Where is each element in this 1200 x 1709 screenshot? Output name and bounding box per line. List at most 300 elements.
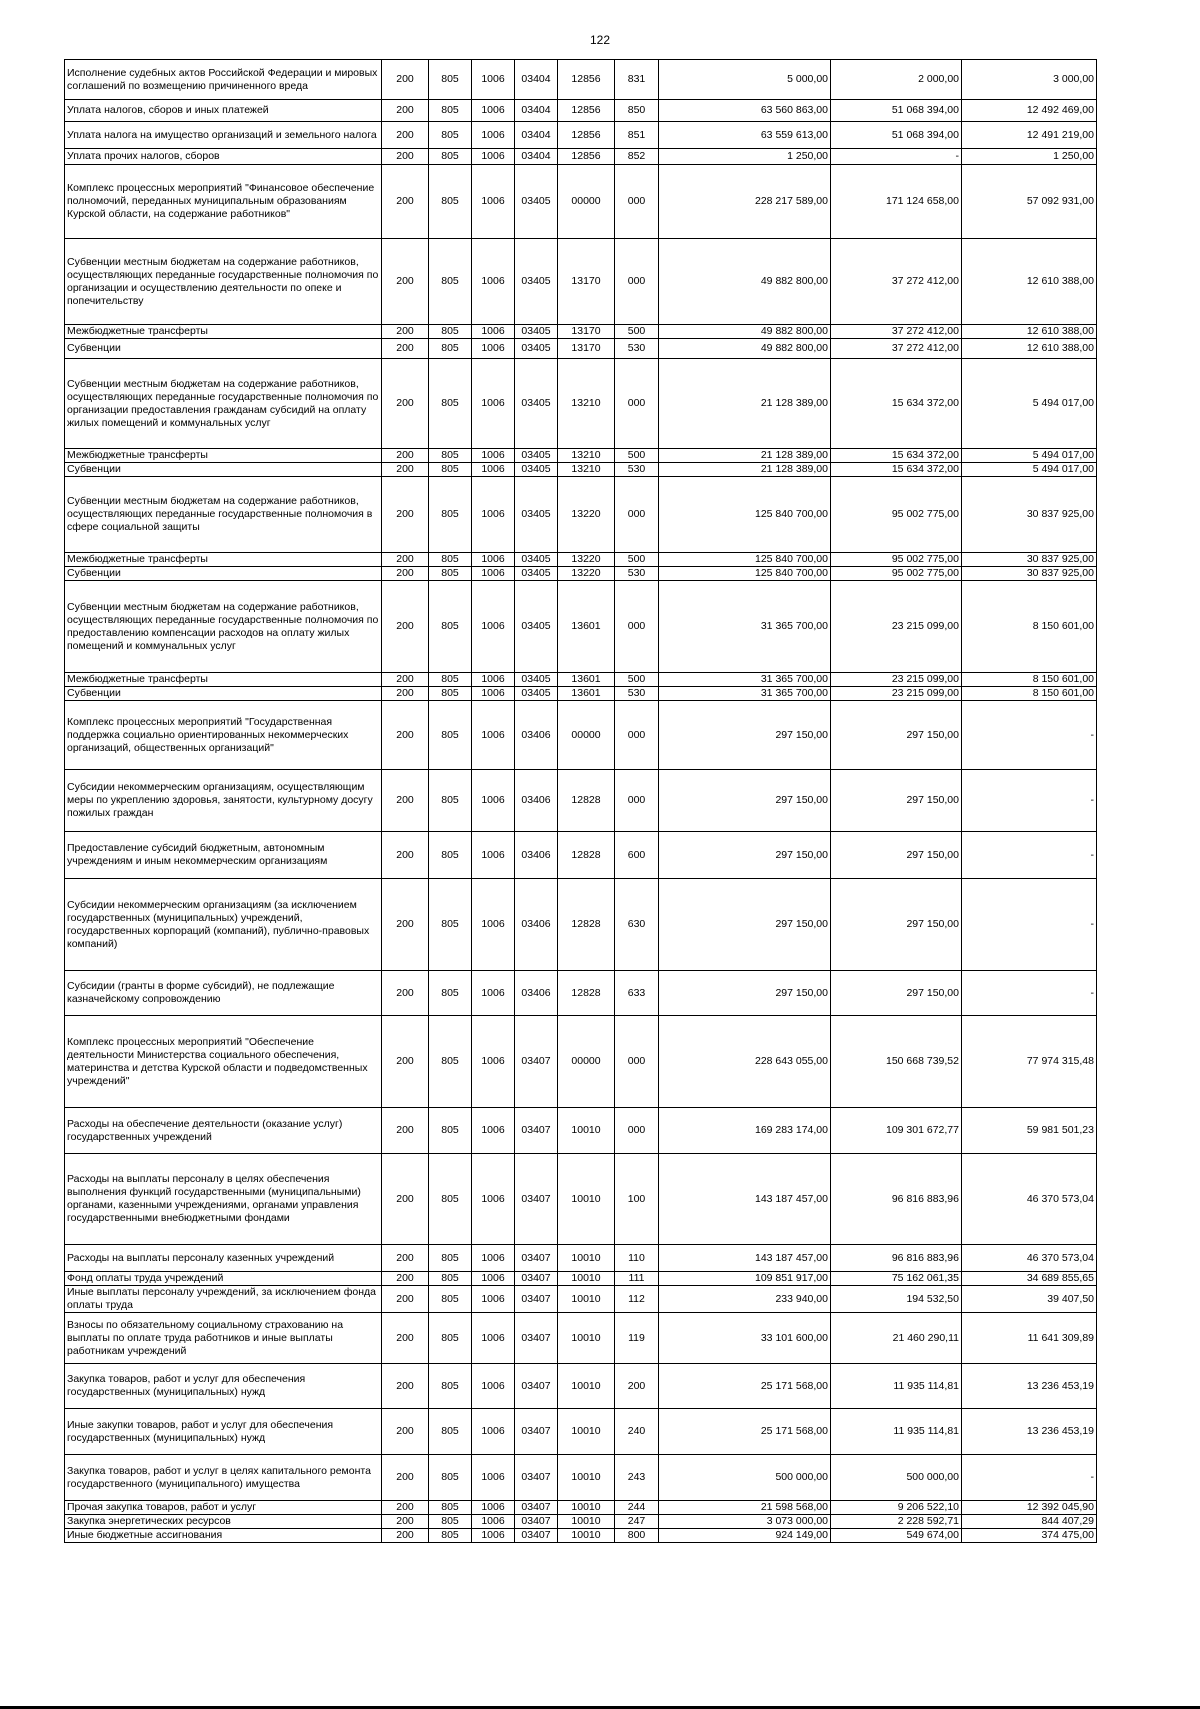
code-program: 03407 bbox=[515, 1286, 558, 1313]
amount-remaining: 57 092 931,00 bbox=[962, 165, 1097, 239]
table-row bbox=[65, 1108, 1097, 1154]
code-section: 805 bbox=[429, 463, 472, 477]
amount-remaining: 30 837 925,00 bbox=[962, 477, 1097, 553]
amount-executed: 23 215 099,00 bbox=[831, 673, 962, 687]
code-section: 805 bbox=[429, 100, 472, 122]
code-section: 805 bbox=[429, 687, 472, 701]
code-chapter: 200 bbox=[382, 770, 429, 832]
code-program: 03406 bbox=[515, 701, 558, 770]
table-row bbox=[65, 149, 1097, 165]
table-row bbox=[65, 687, 1097, 701]
amount-executed: 297 150,00 bbox=[831, 832, 962, 879]
code-subsection: 1006 bbox=[472, 1529, 515, 1543]
code-chapter: 200 bbox=[382, 1016, 429, 1108]
code-direction: 12828 bbox=[558, 971, 615, 1016]
code-direction: 13210 bbox=[558, 449, 615, 463]
code-chapter: 200 bbox=[382, 325, 429, 339]
code-subsection: 1006 bbox=[472, 553, 515, 567]
code-section: 805 bbox=[429, 673, 472, 687]
code-direction: 10010 bbox=[558, 1245, 615, 1272]
code-program: 03405 bbox=[515, 239, 558, 325]
table-row bbox=[65, 1016, 1097, 1108]
code-section: 805 bbox=[429, 339, 472, 359]
amount-remaining: - bbox=[962, 701, 1097, 770]
row-name: Межбюджетные трансферты bbox=[65, 449, 382, 463]
row-name: Субвенции местным бюджетам на содержание работников, осуществляющих переданные государственные полномочия по организации и осуществлению деятельности по опеке и попечительству bbox=[65, 239, 382, 325]
code-expense-type: 500 bbox=[615, 553, 659, 567]
amount-remaining: 46 370 573,04 bbox=[962, 1245, 1097, 1272]
code-section: 805 bbox=[429, 325, 472, 339]
amount-planned: 500 000,00 bbox=[659, 1455, 831, 1501]
row-name: Субвенции местным бюджетам на содержание работников, осуществляющих переданные государственные полномочия по организации предоставления гражданам субсидий на оплату жилых помещений и коммунальных услуг bbox=[65, 359, 382, 449]
code-chapter: 200 bbox=[382, 1286, 429, 1313]
amount-executed: 95 002 775,00 bbox=[831, 553, 962, 567]
amount-remaining: 11 641 309,89 bbox=[962, 1313, 1097, 1364]
code-chapter: 200 bbox=[382, 1245, 429, 1272]
row-name: Расходы на выплаты персоналу в целях обеспечения выполнения функций государственными (муниципальными) органами, казенными учреждениями, органами управления государственными внебюджетными фондами bbox=[65, 1154, 382, 1245]
code-direction: 10010 bbox=[558, 1364, 615, 1409]
amount-planned: 31 365 700,00 bbox=[659, 581, 831, 673]
row-name: Субвенции bbox=[65, 339, 382, 359]
code-subsection: 1006 bbox=[472, 1154, 515, 1245]
amount-executed: 297 150,00 bbox=[831, 971, 962, 1016]
code-section: 805 bbox=[429, 1313, 472, 1364]
amount-remaining: - bbox=[962, 1455, 1097, 1501]
code-program: 03405 bbox=[515, 339, 558, 359]
amount-executed: 75 162 061,35 bbox=[831, 1272, 962, 1286]
code-chapter: 200 bbox=[382, 1154, 429, 1245]
code-section: 805 bbox=[429, 1108, 472, 1154]
code-direction: 00000 bbox=[558, 165, 615, 239]
code-subsection: 1006 bbox=[472, 1016, 515, 1108]
code-direction: 10010 bbox=[558, 1515, 615, 1529]
amount-remaining: - bbox=[962, 879, 1097, 971]
code-expense-type: 530 bbox=[615, 463, 659, 477]
code-subsection: 1006 bbox=[472, 60, 515, 100]
code-program: 03405 bbox=[515, 553, 558, 567]
code-chapter: 200 bbox=[382, 1364, 429, 1409]
amount-planned: 109 851 917,00 bbox=[659, 1272, 831, 1286]
code-subsection: 1006 bbox=[472, 701, 515, 770]
row-name: Субвенции местным бюджетам на содержание работников, осуществляющих переданные государственные полномочия в сфере социальной защиты bbox=[65, 477, 382, 553]
code-chapter: 200 bbox=[382, 832, 429, 879]
code-program: 03407 bbox=[515, 1245, 558, 1272]
code-section: 805 bbox=[429, 553, 472, 567]
code-program: 03407 bbox=[515, 1515, 558, 1529]
table-row bbox=[65, 1455, 1097, 1501]
code-program: 03406 bbox=[515, 770, 558, 832]
code-expense-type: 530 bbox=[615, 687, 659, 701]
table-row bbox=[65, 770, 1097, 832]
code-expense-type: 110 bbox=[615, 1245, 659, 1272]
code-section: 805 bbox=[429, 359, 472, 449]
code-subsection: 1006 bbox=[472, 567, 515, 581]
code-expense-type: 000 bbox=[615, 581, 659, 673]
amount-planned: 63 559 613,00 bbox=[659, 122, 831, 149]
amount-executed: - bbox=[831, 149, 962, 165]
amount-executed: 51 068 394,00 bbox=[831, 122, 962, 149]
code-chapter: 200 bbox=[382, 701, 429, 770]
code-chapter: 200 bbox=[382, 687, 429, 701]
code-expense-type: 852 bbox=[615, 149, 659, 165]
row-name: Фонд оплаты труда учреждений bbox=[65, 1272, 382, 1286]
row-name: Расходы на обеспечение деятельности (оказание услуг) государственных учреждений bbox=[65, 1108, 382, 1154]
code-direction: 13170 bbox=[558, 239, 615, 325]
amount-executed: 500 000,00 bbox=[831, 1455, 962, 1501]
amount-planned: 169 283 174,00 bbox=[659, 1108, 831, 1154]
amount-remaining: 59 981 501,23 bbox=[962, 1108, 1097, 1154]
row-name: Уплата прочих налогов, сборов bbox=[65, 149, 382, 165]
table-row bbox=[65, 60, 1097, 100]
amount-executed: 297 150,00 bbox=[831, 701, 962, 770]
code-direction: 10010 bbox=[558, 1313, 615, 1364]
amount-executed: 9 206 522,10 bbox=[831, 1501, 962, 1515]
code-section: 805 bbox=[429, 1272, 472, 1286]
code-program: 03405 bbox=[515, 581, 558, 673]
code-program: 03406 bbox=[515, 879, 558, 971]
amount-executed: 2 228 592,71 bbox=[831, 1515, 962, 1529]
row-name: Межбюджетные трансферты bbox=[65, 553, 382, 567]
code-program: 03405 bbox=[515, 449, 558, 463]
budget-table bbox=[64, 59, 1097, 1543]
code-program: 03405 bbox=[515, 477, 558, 553]
amount-executed: 297 150,00 bbox=[831, 879, 962, 971]
code-subsection: 1006 bbox=[472, 1313, 515, 1364]
code-direction: 10010 bbox=[558, 1272, 615, 1286]
amount-executed: 37 272 412,00 bbox=[831, 339, 962, 359]
code-expense-type: 000 bbox=[615, 770, 659, 832]
amount-planned: 143 187 457,00 bbox=[659, 1154, 831, 1245]
code-direction: 13170 bbox=[558, 339, 615, 359]
amount-executed: 171 124 658,00 bbox=[831, 165, 962, 239]
amount-planned: 125 840 700,00 bbox=[659, 477, 831, 553]
code-direction: 12856 bbox=[558, 60, 615, 100]
code-section: 805 bbox=[429, 1409, 472, 1455]
row-name: Уплата налога на имущество организаций и земельного налога bbox=[65, 122, 382, 149]
amount-remaining: 77 974 315,48 bbox=[962, 1016, 1097, 1108]
amount-executed: 95 002 775,00 bbox=[831, 567, 962, 581]
row-name: Субсидии некоммерческим организациям, осуществляющим меры по укреплению здоровья, занятости, культурному досугу пожилых граждан bbox=[65, 770, 382, 832]
code-direction: 13601 bbox=[558, 673, 615, 687]
amount-planned: 228 643 055,00 bbox=[659, 1016, 831, 1108]
amount-executed: 194 532,50 bbox=[831, 1286, 962, 1313]
code-section: 805 bbox=[429, 1501, 472, 1515]
amount-planned: 25 171 568,00 bbox=[659, 1364, 831, 1409]
amount-remaining: 39 407,50 bbox=[962, 1286, 1097, 1313]
code-expense-type: 244 bbox=[615, 1501, 659, 1515]
code-expense-type: 240 bbox=[615, 1409, 659, 1455]
code-direction: 10010 bbox=[558, 1501, 615, 1515]
row-name: Субвенции bbox=[65, 463, 382, 477]
amount-executed: 11 935 114,81 bbox=[831, 1409, 962, 1455]
code-chapter: 200 bbox=[382, 1529, 429, 1543]
code-section: 805 bbox=[429, 1286, 472, 1313]
table-row bbox=[65, 832, 1097, 879]
code-section: 805 bbox=[429, 567, 472, 581]
amount-executed: 23 215 099,00 bbox=[831, 687, 962, 701]
code-chapter: 200 bbox=[382, 449, 429, 463]
table-row bbox=[65, 701, 1097, 770]
row-name: Расходы на выплаты персоналу казенных учреждений bbox=[65, 1245, 382, 1272]
table-row bbox=[65, 1515, 1097, 1529]
code-program: 03407 bbox=[515, 1501, 558, 1515]
code-section: 805 bbox=[429, 1515, 472, 1529]
code-direction: 10010 bbox=[558, 1529, 615, 1543]
code-direction: 10010 bbox=[558, 1108, 615, 1154]
amount-planned: 125 840 700,00 bbox=[659, 567, 831, 581]
row-name: Субсидии некоммерческим организациям (за исключением государственных (муниципальных) учреждений, государственных корпораций (компаний), публично-правовых компаний) bbox=[65, 879, 382, 971]
row-name: Субвенции местным бюджетам на содержание работников, осуществляющих переданные государственные полномочия по предоставлению компенсации расходов на оплату жилых помещений и коммунальных услуг bbox=[65, 581, 382, 673]
table-row bbox=[65, 100, 1097, 122]
amount-planned: 21 128 389,00 bbox=[659, 463, 831, 477]
amount-remaining: 5 494 017,00 bbox=[962, 449, 1097, 463]
amount-planned: 924 149,00 bbox=[659, 1529, 831, 1543]
code-program: 03407 bbox=[515, 1272, 558, 1286]
code-direction: 10010 bbox=[558, 1154, 615, 1245]
amount-remaining: 5 494 017,00 bbox=[962, 359, 1097, 449]
row-name: Комплекс процессных мероприятий "Финансовое обеспечение полномочий, переданных муниципальным образованиям Курской области, на содержание работников" bbox=[65, 165, 382, 239]
code-expense-type: 112 bbox=[615, 1286, 659, 1313]
row-name: Комплекс процессных мероприятий "Государственная поддержка социально ориентированных некоммерческих организаций, общественных организаций" bbox=[65, 701, 382, 770]
code-section: 805 bbox=[429, 449, 472, 463]
table-row bbox=[65, 1364, 1097, 1409]
code-expense-type: 633 bbox=[615, 971, 659, 1016]
code-program: 03407 bbox=[515, 1313, 558, 1364]
amount-planned: 1 250,00 bbox=[659, 149, 831, 165]
code-section: 805 bbox=[429, 1245, 472, 1272]
code-direction: 10010 bbox=[558, 1286, 615, 1313]
code-section: 805 bbox=[429, 122, 472, 149]
table-row bbox=[65, 553, 1097, 567]
amount-remaining: 12 492 469,00 bbox=[962, 100, 1097, 122]
amount-remaining: - bbox=[962, 832, 1097, 879]
code-subsection: 1006 bbox=[472, 122, 515, 149]
code-subsection: 1006 bbox=[472, 449, 515, 463]
code-program: 03407 bbox=[515, 1455, 558, 1501]
code-section: 805 bbox=[429, 477, 472, 553]
table-row bbox=[65, 1154, 1097, 1245]
code-chapter: 200 bbox=[382, 581, 429, 673]
table-row bbox=[65, 879, 1097, 971]
amount-remaining: 8 150 601,00 bbox=[962, 581, 1097, 673]
code-subsection: 1006 bbox=[472, 673, 515, 687]
code-expense-type: 000 bbox=[615, 1108, 659, 1154]
table-body bbox=[65, 60, 1097, 1543]
amount-planned: 21 128 389,00 bbox=[659, 449, 831, 463]
row-name: Субвенции bbox=[65, 567, 382, 581]
code-expense-type: 247 bbox=[615, 1515, 659, 1529]
table-row bbox=[65, 1501, 1097, 1515]
code-subsection: 1006 bbox=[472, 239, 515, 325]
code-program: 03407 bbox=[515, 1108, 558, 1154]
row-name: Уплата налогов, сборов и иных платежей bbox=[65, 100, 382, 122]
amount-executed: 96 816 883,96 bbox=[831, 1245, 962, 1272]
code-chapter: 200 bbox=[382, 149, 429, 165]
code-direction: 13170 bbox=[558, 325, 615, 339]
row-name: Межбюджетные трансферты bbox=[65, 673, 382, 687]
code-expense-type: 000 bbox=[615, 165, 659, 239]
amount-planned: 5 000,00 bbox=[659, 60, 831, 100]
amount-remaining: 8 150 601,00 bbox=[962, 687, 1097, 701]
table-row bbox=[65, 339, 1097, 359]
amount-remaining: 13 236 453,19 bbox=[962, 1364, 1097, 1409]
table-row bbox=[65, 1286, 1097, 1313]
code-subsection: 1006 bbox=[472, 879, 515, 971]
amount-executed: 37 272 412,00 bbox=[831, 325, 962, 339]
amount-remaining: 12 610 388,00 bbox=[962, 239, 1097, 325]
amount-executed: 21 460 290,11 bbox=[831, 1313, 962, 1364]
amount-remaining: 12 610 388,00 bbox=[962, 325, 1097, 339]
code-chapter: 200 bbox=[382, 567, 429, 581]
code-subsection: 1006 bbox=[472, 325, 515, 339]
amount-remaining: 34 689 855,65 bbox=[962, 1272, 1097, 1286]
code-subsection: 1006 bbox=[472, 832, 515, 879]
amount-planned: 297 150,00 bbox=[659, 701, 831, 770]
code-program: 03406 bbox=[515, 832, 558, 879]
amount-executed: 15 634 372,00 bbox=[831, 463, 962, 477]
code-expense-type: 243 bbox=[615, 1455, 659, 1501]
amount-executed: 23 215 099,00 bbox=[831, 581, 962, 673]
code-direction: 10010 bbox=[558, 1409, 615, 1455]
amount-remaining: - bbox=[962, 770, 1097, 832]
row-name: Предоставление субсидий бюджетным, автономным учреждениям и иным некоммерческим организациям bbox=[65, 832, 382, 879]
amount-planned: 63 560 863,00 bbox=[659, 100, 831, 122]
amount-remaining: 12 491 219,00 bbox=[962, 122, 1097, 149]
amount-remaining: 1 250,00 bbox=[962, 149, 1097, 165]
code-expense-type: 000 bbox=[615, 701, 659, 770]
code-direction: 10010 bbox=[558, 1455, 615, 1501]
amount-executed: 15 634 372,00 bbox=[831, 359, 962, 449]
code-program: 03405 bbox=[515, 463, 558, 477]
code-direction: 13220 bbox=[558, 477, 615, 553]
amount-executed: 95 002 775,00 bbox=[831, 477, 962, 553]
code-subsection: 1006 bbox=[472, 1409, 515, 1455]
row-name: Взносы по обязательному социальному страхованию на выплаты по оплате труда работников и иные выплаты работникам учреждений bbox=[65, 1313, 382, 1364]
amount-planned: 3 073 000,00 bbox=[659, 1515, 831, 1529]
amount-executed: 37 272 412,00 bbox=[831, 239, 962, 325]
code-chapter: 200 bbox=[382, 1313, 429, 1364]
code-chapter: 200 bbox=[382, 553, 429, 567]
code-subsection: 1006 bbox=[472, 1245, 515, 1272]
table-row bbox=[65, 1245, 1097, 1272]
code-program: 03404 bbox=[515, 149, 558, 165]
code-expense-type: 850 bbox=[615, 100, 659, 122]
code-program: 03407 bbox=[515, 1529, 558, 1543]
code-direction: 13210 bbox=[558, 463, 615, 477]
amount-remaining: 30 837 925,00 bbox=[962, 553, 1097, 567]
code-section: 805 bbox=[429, 1364, 472, 1409]
code-subsection: 1006 bbox=[472, 581, 515, 673]
code-section: 805 bbox=[429, 1529, 472, 1543]
code-expense-type: 851 bbox=[615, 122, 659, 149]
amount-planned: 297 150,00 bbox=[659, 832, 831, 879]
code-chapter: 200 bbox=[382, 1515, 429, 1529]
code-subsection: 1006 bbox=[472, 149, 515, 165]
code-section: 805 bbox=[429, 1455, 472, 1501]
code-program: 03407 bbox=[515, 1154, 558, 1245]
code-direction: 12856 bbox=[558, 122, 615, 149]
code-expense-type: 119 bbox=[615, 1313, 659, 1364]
code-subsection: 1006 bbox=[472, 100, 515, 122]
row-name: Субсидии (гранты в форме субсидий), не подлежащие казначейскому сопровождению bbox=[65, 971, 382, 1016]
row-name: Прочая закупка товаров, работ и услуг bbox=[65, 1501, 382, 1515]
code-subsection: 1006 bbox=[472, 165, 515, 239]
amount-planned: 21 128 389,00 bbox=[659, 359, 831, 449]
code-chapter: 200 bbox=[382, 1409, 429, 1455]
code-expense-type: 500 bbox=[615, 325, 659, 339]
code-expense-type: 100 bbox=[615, 1154, 659, 1245]
amount-remaining: 12 392 045,90 bbox=[962, 1501, 1097, 1515]
code-expense-type: 831 bbox=[615, 60, 659, 100]
code-subsection: 1006 bbox=[472, 971, 515, 1016]
code-section: 805 bbox=[429, 701, 472, 770]
code-chapter: 200 bbox=[382, 1455, 429, 1501]
table-row bbox=[65, 359, 1097, 449]
row-name: Межбюджетные трансферты bbox=[65, 325, 382, 339]
amount-remaining: 8 150 601,00 bbox=[962, 673, 1097, 687]
code-subsection: 1006 bbox=[472, 1108, 515, 1154]
code-chapter: 200 bbox=[382, 673, 429, 687]
code-chapter: 200 bbox=[382, 165, 429, 239]
amount-planned: 31 365 700,00 bbox=[659, 687, 831, 701]
code-chapter: 200 bbox=[382, 1108, 429, 1154]
table-row bbox=[65, 581, 1097, 673]
code-program: 03404 bbox=[515, 100, 558, 122]
code-direction: 00000 bbox=[558, 1016, 615, 1108]
table-row bbox=[65, 463, 1097, 477]
row-name: Комплекс процессных мероприятий "Обеспечение деятельности Министерства социального обеспечения, материнства и детства Курской области и подведомственных учреждений" bbox=[65, 1016, 382, 1108]
code-direction: 13210 bbox=[558, 359, 615, 449]
code-chapter: 200 bbox=[382, 477, 429, 553]
row-name: Иные закупки товаров, работ и услуг для обеспечения государственных (муниципальных) нужд bbox=[65, 1409, 382, 1455]
code-section: 805 bbox=[429, 239, 472, 325]
amount-remaining: 13 236 453,19 bbox=[962, 1409, 1097, 1455]
amount-remaining: 844 407,29 bbox=[962, 1515, 1097, 1529]
code-program: 03404 bbox=[515, 122, 558, 149]
table-row bbox=[65, 122, 1097, 149]
code-direction: 13601 bbox=[558, 581, 615, 673]
table-row bbox=[65, 449, 1097, 463]
code-direction: 12828 bbox=[558, 879, 615, 971]
code-subsection: 1006 bbox=[472, 687, 515, 701]
code-chapter: 200 bbox=[382, 239, 429, 325]
amount-executed: 51 068 394,00 bbox=[831, 100, 962, 122]
amount-executed: 549 674,00 bbox=[831, 1529, 962, 1543]
code-direction: 00000 bbox=[558, 701, 615, 770]
amount-planned: 228 217 589,00 bbox=[659, 165, 831, 239]
code-chapter: 200 bbox=[382, 971, 429, 1016]
table-row bbox=[65, 1313, 1097, 1364]
code-direction: 12856 bbox=[558, 100, 615, 122]
table-row bbox=[65, 567, 1097, 581]
amount-planned: 25 171 568,00 bbox=[659, 1409, 831, 1455]
row-name: Субвенции bbox=[65, 687, 382, 701]
amount-planned: 31 365 700,00 bbox=[659, 673, 831, 687]
code-chapter: 200 bbox=[382, 1501, 429, 1515]
code-chapter: 200 bbox=[382, 1272, 429, 1286]
code-section: 805 bbox=[429, 971, 472, 1016]
code-direction: 12856 bbox=[558, 149, 615, 165]
code-subsection: 1006 bbox=[472, 1364, 515, 1409]
code-expense-type: 530 bbox=[615, 567, 659, 581]
code-subsection: 1006 bbox=[472, 1501, 515, 1515]
code-chapter: 200 bbox=[382, 463, 429, 477]
code-expense-type: 000 bbox=[615, 477, 659, 553]
code-expense-type: 200 bbox=[615, 1364, 659, 1409]
code-chapter: 200 bbox=[382, 339, 429, 359]
amount-remaining: 5 494 017,00 bbox=[962, 463, 1097, 477]
code-direction: 13220 bbox=[558, 567, 615, 581]
